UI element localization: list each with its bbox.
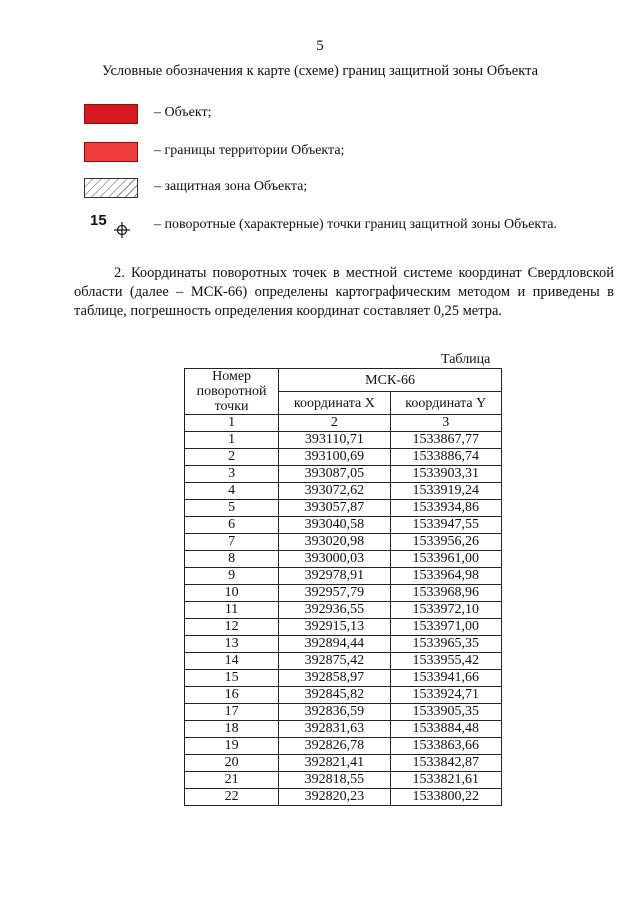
header-x: координата X [279, 392, 390, 415]
y-coordinate-cell: 1533972,10 [390, 602, 501, 619]
table-row [185, 602, 502, 619]
y-coordinate-cell: 1533842,87 [390, 755, 501, 772]
point-number-cell: 18 [185, 721, 279, 738]
column-number: 2 [279, 415, 390, 432]
column-number: 3 [390, 415, 501, 432]
table-row [185, 789, 502, 806]
table-body [185, 432, 502, 806]
y-coordinate-cell: 1533955,42 [390, 653, 501, 670]
y-coordinate-cell: 1533924,71 [390, 687, 501, 704]
x-coordinate-cell: 392957,79 [279, 585, 390, 602]
table-row [185, 534, 502, 551]
legend-label: – поворотные (характерные) точки границ защитной зоны Объекта. [154, 217, 557, 232]
x-coordinate-cell: 392818,55 [279, 772, 390, 789]
y-coordinate-cell: 1533964,98 [390, 568, 501, 585]
coordinates-paragraph: 2. Координаты поворотных точек в местной системе координат Свердловской области (далее – МСК-66) определены картографическим методом и приведены в таблице, погрешность определения координат составляет 0,25 метра. [74, 265, 614, 319]
legend-label: – границы территории Объекта; [154, 143, 345, 158]
table-row [185, 500, 502, 517]
y-coordinate-cell: 1533934,86 [390, 500, 501, 517]
table-row [185, 568, 502, 585]
table-row [185, 585, 502, 602]
x-coordinate-cell: 392875,42 [279, 653, 390, 670]
point-number-cell: 11 [185, 602, 279, 619]
point-number-cell: 4 [185, 483, 279, 500]
x-coordinate-cell: 393072,62 [279, 483, 390, 500]
y-coordinate-cell: 1533886,74 [390, 449, 501, 466]
y-coordinate-cell: 1533863,66 [390, 738, 501, 755]
x-coordinate-cell: 393020,98 [279, 534, 390, 551]
point-number-cell: 19 [185, 738, 279, 755]
point-number-cell: 5 [185, 500, 279, 517]
point-number-cell: 22 [185, 789, 279, 806]
y-coordinate-cell: 1533919,24 [390, 483, 501, 500]
page-number: 5 [316, 38, 324, 54]
point-number-cell: 1 [185, 432, 279, 449]
table-row [185, 687, 502, 704]
y-coordinate-cell: 1533800,22 [390, 789, 501, 806]
point-number-cell: 21 [185, 772, 279, 789]
point-number-cell: 12 [185, 619, 279, 636]
table-row [185, 449, 502, 466]
point-number-cell: 10 [185, 585, 279, 602]
x-coordinate-cell: 392831,63 [279, 721, 390, 738]
y-coordinate-cell: 1533821,61 [390, 772, 501, 789]
table-row [185, 636, 502, 653]
hatch-swatch [84, 178, 138, 198]
y-coordinate-cell: 1533941,66 [390, 670, 501, 687]
point-number: 15 [90, 212, 107, 229]
table-row [185, 772, 502, 789]
header-y: координата Y [390, 392, 501, 415]
table-row [185, 466, 502, 483]
legend-label: – защитная зона Объекта; [154, 179, 308, 194]
x-coordinate-cell: 392836,59 [279, 704, 390, 721]
legend-label: – Объект; [154, 105, 212, 120]
y-coordinate-cell: 1533968,96 [390, 585, 501, 602]
x-coordinate-cell: 393057,87 [279, 500, 390, 517]
header-point-number: Номер поворотной точки [185, 369, 279, 415]
x-coordinate-cell: 392826,78 [279, 738, 390, 755]
y-coordinate-cell: 1533961,00 [390, 551, 501, 568]
turning-point-symbol [84, 214, 138, 240]
point-number-cell: 8 [185, 551, 279, 568]
x-coordinate-cell: 392936,55 [279, 602, 390, 619]
table-row [185, 483, 502, 500]
point-number-cell: 9 [185, 568, 279, 585]
x-coordinate-cell: 392821,41 [279, 755, 390, 772]
x-coordinate-cell: 392978,91 [279, 568, 390, 585]
y-coordinate-cell: 1533947,55 [390, 517, 501, 534]
point-number-cell: 20 [185, 755, 279, 772]
point-number-cell: 14 [185, 653, 279, 670]
y-coordinate-cell: 1533905,35 [390, 704, 501, 721]
header-coordinate-system: МСК-66 [279, 369, 502, 392]
x-coordinate-cell: 392915,13 [279, 619, 390, 636]
x-coordinate-cell: 393087,05 [279, 466, 390, 483]
x-coordinate-cell: 392845,82 [279, 687, 390, 704]
x-coordinate-cell: 392820,23 [279, 789, 390, 806]
legend-title: Условные обозначения к карте (схеме) границ защитной зоны Объекта [101, 63, 539, 79]
coordinates-table [184, 368, 502, 806]
table-caption: Таблица [441, 352, 491, 367]
table-row [185, 432, 502, 449]
x-coordinate-cell: 392894,44 [279, 636, 390, 653]
y-coordinate-cell: 1533971,00 [390, 619, 501, 636]
x-coordinate-cell: 393040,58 [279, 517, 390, 534]
table-row [185, 738, 502, 755]
point-number-cell: 7 [185, 534, 279, 551]
table-row [185, 670, 502, 687]
point-number-cell: 2 [185, 449, 279, 466]
point-number-cell: 13 [185, 636, 279, 653]
y-coordinate-cell: 1533956,26 [390, 534, 501, 551]
boundary-swatch [84, 142, 138, 162]
crosshair-point-icon [114, 222, 130, 238]
table-row [185, 704, 502, 721]
table-row [185, 721, 502, 738]
point-number-cell: 17 [185, 704, 279, 721]
y-coordinate-cell: 1533965,35 [390, 636, 501, 653]
x-coordinate-cell: 393100,69 [279, 449, 390, 466]
table-row [185, 653, 502, 670]
x-coordinate-cell: 392858,97 [279, 670, 390, 687]
point-number-cell: 3 [185, 466, 279, 483]
table-row [185, 517, 502, 534]
x-coordinate-cell: 393110,71 [279, 432, 390, 449]
x-coordinate-cell: 393000,03 [279, 551, 390, 568]
column-number: 1 [185, 415, 279, 432]
y-coordinate-cell: 1533903,31 [390, 466, 501, 483]
y-coordinate-cell: 1533867,77 [390, 432, 501, 449]
y-coordinate-cell: 1533884,48 [390, 721, 501, 738]
table-row [185, 619, 502, 636]
object-swatch [84, 104, 138, 124]
table-row [185, 755, 502, 772]
point-number-cell: 6 [185, 517, 279, 534]
table-row [185, 551, 502, 568]
point-number-cell: 16 [185, 687, 279, 704]
point-number-cell: 15 [185, 670, 279, 687]
